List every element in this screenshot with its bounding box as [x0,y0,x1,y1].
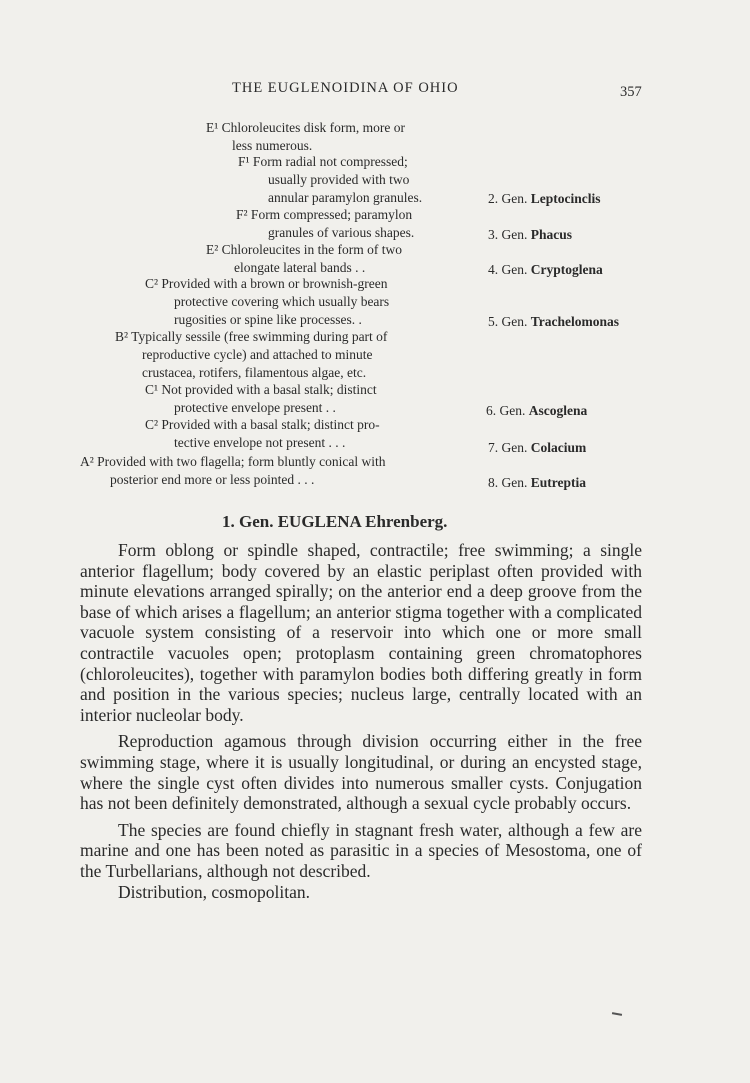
key-entry [0,119,750,153]
key-entry [0,416,750,455]
genus-number: 2. Gen. [488,191,528,206]
key-description [206,241,402,277]
genus-name: Cryptoglena [530,262,603,277]
key-description [236,206,414,242]
key-line: crustacea, rotifers, filamentous algae, etc. [142,364,367,380]
key-line: E² Chloroleucites in the form of two [206,242,403,257]
key-line: less numerous. [232,137,313,153]
key-line: reproductive cycle) and attached to minute [142,346,373,362]
genus-reference [488,474,586,492]
genus-name: Leptocinclis [530,191,601,206]
paragraph: Distribution, cosmopolitan. [118,881,311,902]
genus-name: Phacus [530,227,573,242]
key-entry [0,153,750,206]
paper-speck [612,1012,622,1016]
key-line: protective envelope present . . [174,399,336,415]
paragraph: Form oblong or spindle shaped, contractile; free swimming; a single anterior flagellum; body covered by an elastic periplast often provided with minute elevations arranged spirally; on the anterior end a deep groove from the base of which arises a flagellum; an anterior stigma together with a complicated vacuole system consisting of a reservoir into which one or more small contractile vacuoles open; protoplasm containing green chromatophores (chloroleucites), together with paramylon bodies both differing greatly in form and position in the various species; nucleus large, centrally located with an interior nucleolar body. [80,540,642,725]
genus-name: Trachelomonas [530,314,619,329]
key-line: elongate lateral bands . . [234,259,366,275]
key-line: F¹ Form radial not compressed; [238,154,408,169]
running-title: THE EUGLENOIDINA OF OHIO [232,80,459,96]
key-line: posterior end more or less pointed . . . [110,471,315,487]
key-entry [0,381,750,418]
key-line: C² Provided with a brown or brownish-green [145,276,388,291]
genus-description [80,540,642,908]
key-description [145,416,380,452]
paragraph: Reproduction agamous through division occurring either in the free swimming stage, where it is usually longitudinal, or during an encysted stage, where the single cyst often divides into numerous smaller cysts. Conjugation has not been definitely demonstrated, although a sexual cycle probably occurs. [80,731,642,814]
key-line: usually provided with two [268,171,410,187]
key-description [145,381,377,417]
genus-number: 7. Gen. [488,440,528,455]
key-entry [0,328,750,380]
genus-number: 3. Gen. [488,227,528,242]
key-line: A² Provided with two flagella; form bluntly conical with [80,454,386,469]
key-line: B² Typically sessile (free swimming during part of [115,329,388,344]
key-entry [0,241,750,277]
paragraph: The species are found chiefly in stagnant fresh water, although a few are marine and one has been noted as parasitic in a species of Mesostoma, one of the Turbellarians, although not described. [80,819,642,881]
genus-name: Colacium [530,440,587,455]
genus-name: Ascoglena [528,403,588,418]
key-entry [0,453,750,490]
key-description [206,119,405,155]
key-line: C² Provided with a basal stalk; distinct pro- [145,417,380,432]
key-description [80,453,386,489]
page-number: 357 [620,84,642,100]
genus-number: 8. Gen. [488,475,528,490]
key-line: annular paramylon granules. [268,189,423,205]
key-line: protective covering which usually bears [174,293,390,309]
genus-number: 4. Gen. [488,262,528,277]
genus-number: 6. Gen. [486,403,526,418]
key-line: granules of various shapes. [268,224,415,240]
key-line: E¹ Chloroleucites disk form, more or [206,120,406,135]
key-line: tective envelope not present . . . [174,434,346,450]
key-line: C¹ Not provided with a basal stalk; distinct [145,382,377,397]
genus-number: 5. Gen. [488,314,528,329]
key-line: F² Form compressed; paramylon [236,207,413,222]
key-description [145,275,389,328]
key-description [115,328,387,381]
key-entry [0,206,750,242]
genus-name: Eutreptia [530,475,587,490]
key-line: rugosities or spine like processes. . [174,311,362,327]
key-description [238,153,422,206]
section-title: 1. Gen. EUGLENA Ehrenberg. [222,512,448,531]
key-entry [0,275,750,329]
